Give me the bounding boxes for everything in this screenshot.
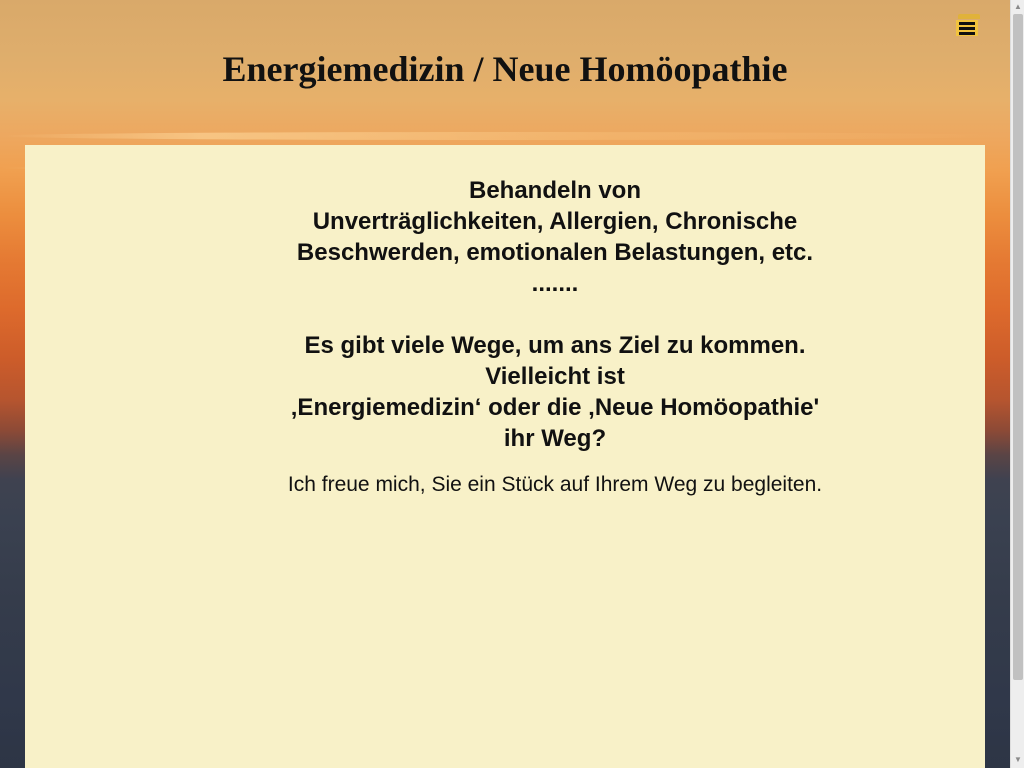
scroll-up-icon[interactable]: ▲ [1014,2,1022,11]
spacer [240,299,870,330]
closing-line: Ich freue mich, Sie ein Stück auf Ihrem Weg zu begleiten. [287,473,823,496]
headline-line: Behandeln von [468,177,642,204]
scrollbar-thumb[interactable] [1013,14,1023,680]
question-line: ‚Energiemedizin‘ oder die ‚Neue Homöopathie' [290,394,820,421]
headline-line: Unverträglichkeiten, Allergien, Chronische [312,208,798,235]
question-line: Vielleicht ist [485,363,625,390]
headline-line: ....... [531,270,579,297]
menu-button[interactable] [954,14,980,38]
scroll-down-icon[interactable]: ▼ [1014,755,1022,764]
intro-text [240,175,870,500]
page-title: Energiemedizin / Neue Homöopathie [222,49,788,89]
vertical-scrollbar[interactable] [1010,0,1024,768]
question-line: Es gibt viele Wege, um ans Ziel zu kommen. [304,332,806,359]
content-panel [25,145,985,768]
headline-line: Beschwerden, emotionalen Belastungen, etc. [296,239,814,266]
background-decoration [0,132,1010,140]
question-line: ihr Weg? [503,425,607,452]
